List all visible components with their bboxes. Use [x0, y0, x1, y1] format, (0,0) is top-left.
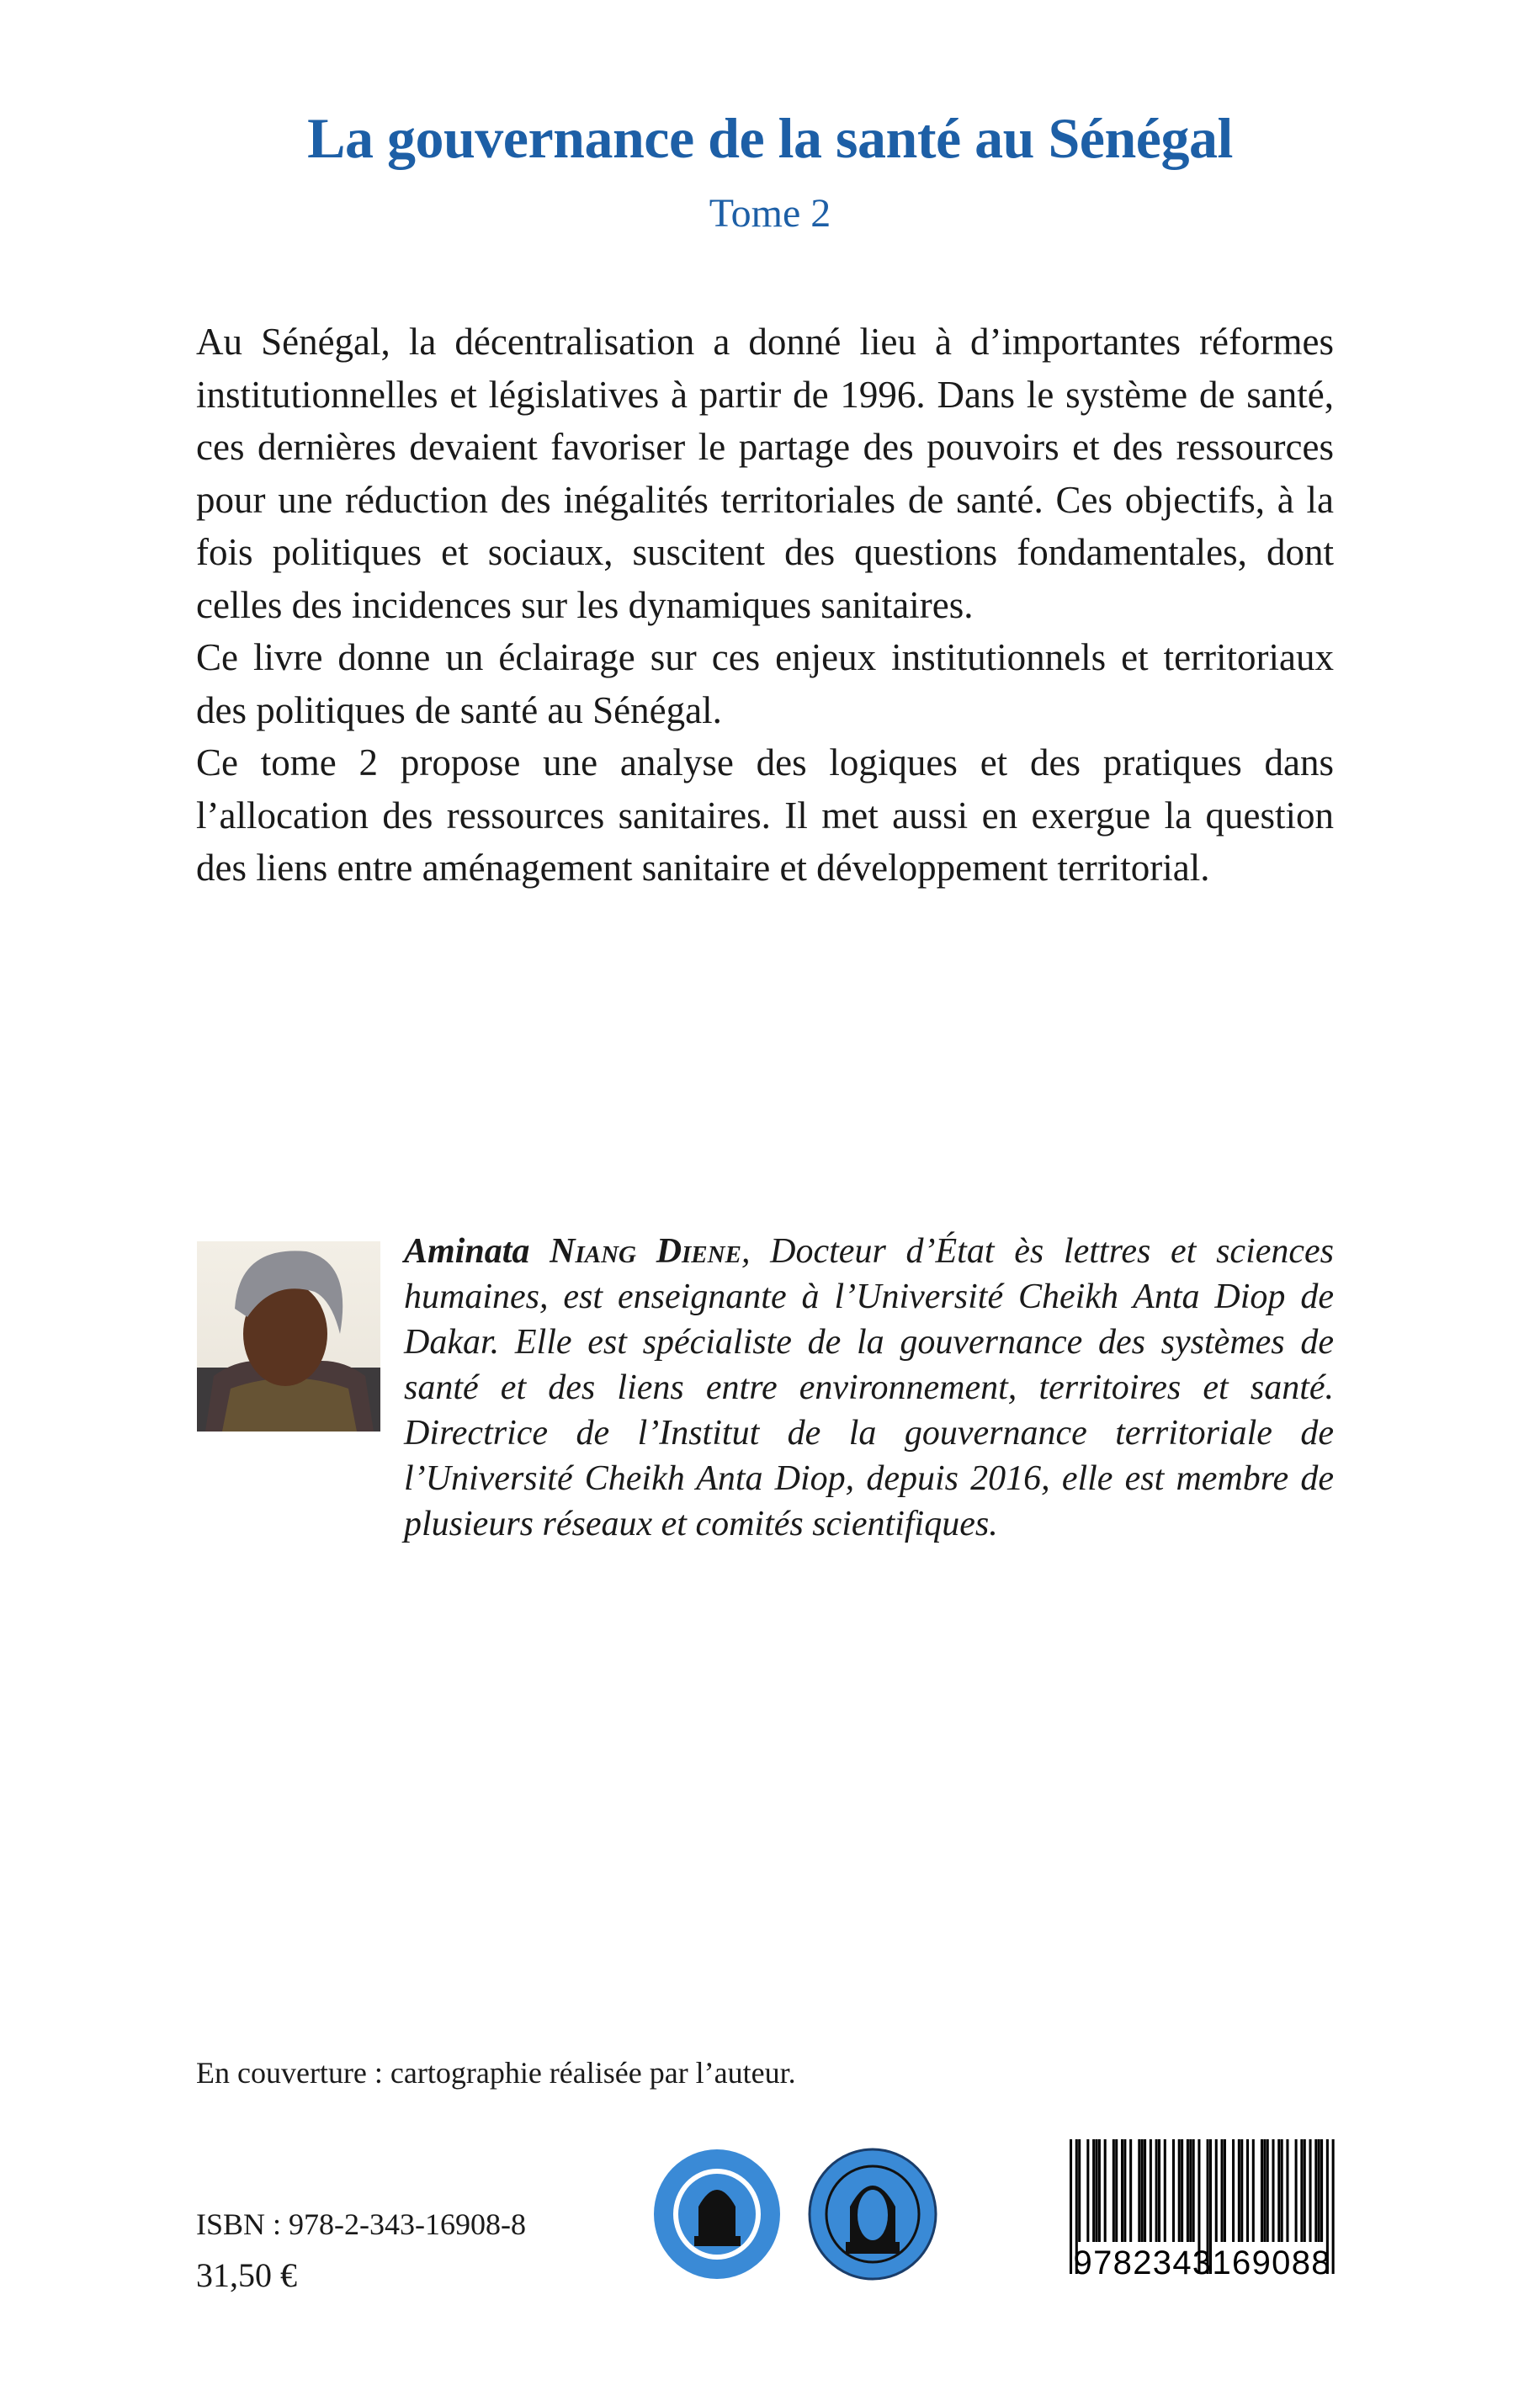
- barcode-bar: [1086, 2139, 1089, 2242]
- barcode-bar: [1144, 2139, 1146, 2242]
- barcode-bar: [1115, 2139, 1118, 2242]
- barcode-bar: [1263, 2139, 1266, 2242]
- barcode-bar: [1123, 2139, 1126, 2242]
- barcode-bar: [1158, 2139, 1160, 2242]
- cover-credit: En couverture : cartographie réalisée par l’auteur.: [196, 2056, 796, 2090]
- barcode-bar: [1070, 2139, 1072, 2274]
- barcode-bar: [1309, 2139, 1312, 2242]
- barcode-bar: [1300, 2139, 1303, 2242]
- author-bio: [404, 1229, 1334, 1547]
- barcode-bar: [1267, 2139, 1269, 2242]
- barcode-bar: [1172, 2139, 1175, 2242]
- barcode-bar: [1164, 2139, 1166, 2242]
- barcode-bar: [1252, 2139, 1255, 2242]
- book-summary: [196, 316, 1334, 895]
- author-bio-text: , Docteur d’État ès lettres et sciences humaines, est enseignante à l’Université Cheikh Anta Diop de Dakar. Elle est spécialiste de la gouvernance des systèmes de santé et des liens entre environnement, territoires et santé. Directrice de l’Institut de la gouvernance territoriale de l’Université Cheikh Anta Diop, depuis 2016, elle est membre de plusieurs réseaux et comités scientifiques.: [404, 1232, 1335, 1543]
- isbn: ISBN : 978-2-343-16908-8: [196, 2207, 526, 2241]
- book-subtitle: Tome 2: [709, 191, 831, 236]
- barcode-bar: [1221, 2139, 1224, 2242]
- summary-paragraph: Ce tome 2 propose une analyse des logiques et des pratiques dans l’allocation des ressources sanitaires. Il met aussi en exergue la question des liens entre aménagement sanitaire et développement territorial.: [196, 741, 1334, 889]
- summary-paragraph: Au Sénégal, la décentralisation a donné lieu à d’importantes réformes institutionnelles et législatives à partir de 1996. Dans le système de santé, ces dernières devaient favoriser le partage des pouvoirs et des ressources pour une réduction des inégalités territoriales de santé. Ces objectifs, à la fois politiques et sociaux, suscitent des questions fondamentales, dont celles des incidences sur les dynamiques sanitaires.: [196, 321, 1334, 626]
- barcode-bar: [1138, 2139, 1140, 2242]
- book-title: La gouvernance de la santé au Sénégal: [307, 106, 1233, 170]
- barcode-bar: [1095, 2139, 1097, 2242]
- barcode-bar: [1320, 2139, 1323, 2242]
- barcode-bar: [1240, 2139, 1243, 2242]
- barcode-bar: [1098, 2139, 1101, 2242]
- barcode-number: 9782343169088: [1073, 2244, 1330, 2278]
- barcode-bar: [1232, 2139, 1235, 2242]
- barcode: [1070, 2139, 1335, 2278]
- author-first-name: Aminata: [404, 1232, 530, 1271]
- author-last-name: Niang Diene: [550, 1232, 741, 1271]
- barcode-bar: [1150, 2139, 1152, 2242]
- barcode-bar: [1189, 2139, 1192, 2242]
- barcode-bar: [1304, 2139, 1306, 2242]
- price: 31,50 €: [196, 2256, 297, 2294]
- barcode-bar: [1286, 2139, 1288, 2242]
- ucad-logo: [808, 2148, 938, 2281]
- barcode-bar: [1238, 2139, 1240, 2242]
- barcode-bar: [1181, 2139, 1183, 2242]
- author-photo: [197, 1241, 380, 1432]
- barcode-bar: [1281, 2139, 1283, 2242]
- barcode-bar: [1295, 2139, 1298, 2242]
- barcode-bar: [1277, 2139, 1280, 2242]
- barcode-bar: [1121, 2139, 1123, 2242]
- barcode-bar: [1129, 2139, 1132, 2242]
- barcode-bar: [1078, 2139, 1081, 2242]
- barcode-bar: [1246, 2139, 1249, 2242]
- barcode-bar: [1261, 2139, 1263, 2242]
- barcode-bar: [1187, 2139, 1189, 2242]
- institut-gouvernance-logo: [652, 2148, 783, 2281]
- barcode-bar: [1192, 2139, 1195, 2242]
- barcode-bar: [1178, 2139, 1181, 2242]
- barcode-bar: [1155, 2139, 1158, 2242]
- barcode-bar: [1224, 2139, 1226, 2242]
- barcode-bar: [1332, 2139, 1335, 2274]
- barcode-bar: [1104, 2139, 1107, 2242]
- summary-paragraph: Ce livre donne un éclairage sur ces enjeux institutionnels et territoriaux des politiques de santé au Sénégal.: [196, 636, 1334, 731]
- barcode-bar: [1314, 2139, 1317, 2242]
- barcode-bar: [1141, 2139, 1144, 2242]
- barcode-bar: [1318, 2139, 1320, 2242]
- barcode-bar: [1113, 2139, 1115, 2242]
- barcode-bar: [1272, 2139, 1274, 2242]
- barcode-bar: [1215, 2139, 1218, 2242]
- barcode-bar: [1092, 2139, 1095, 2242]
